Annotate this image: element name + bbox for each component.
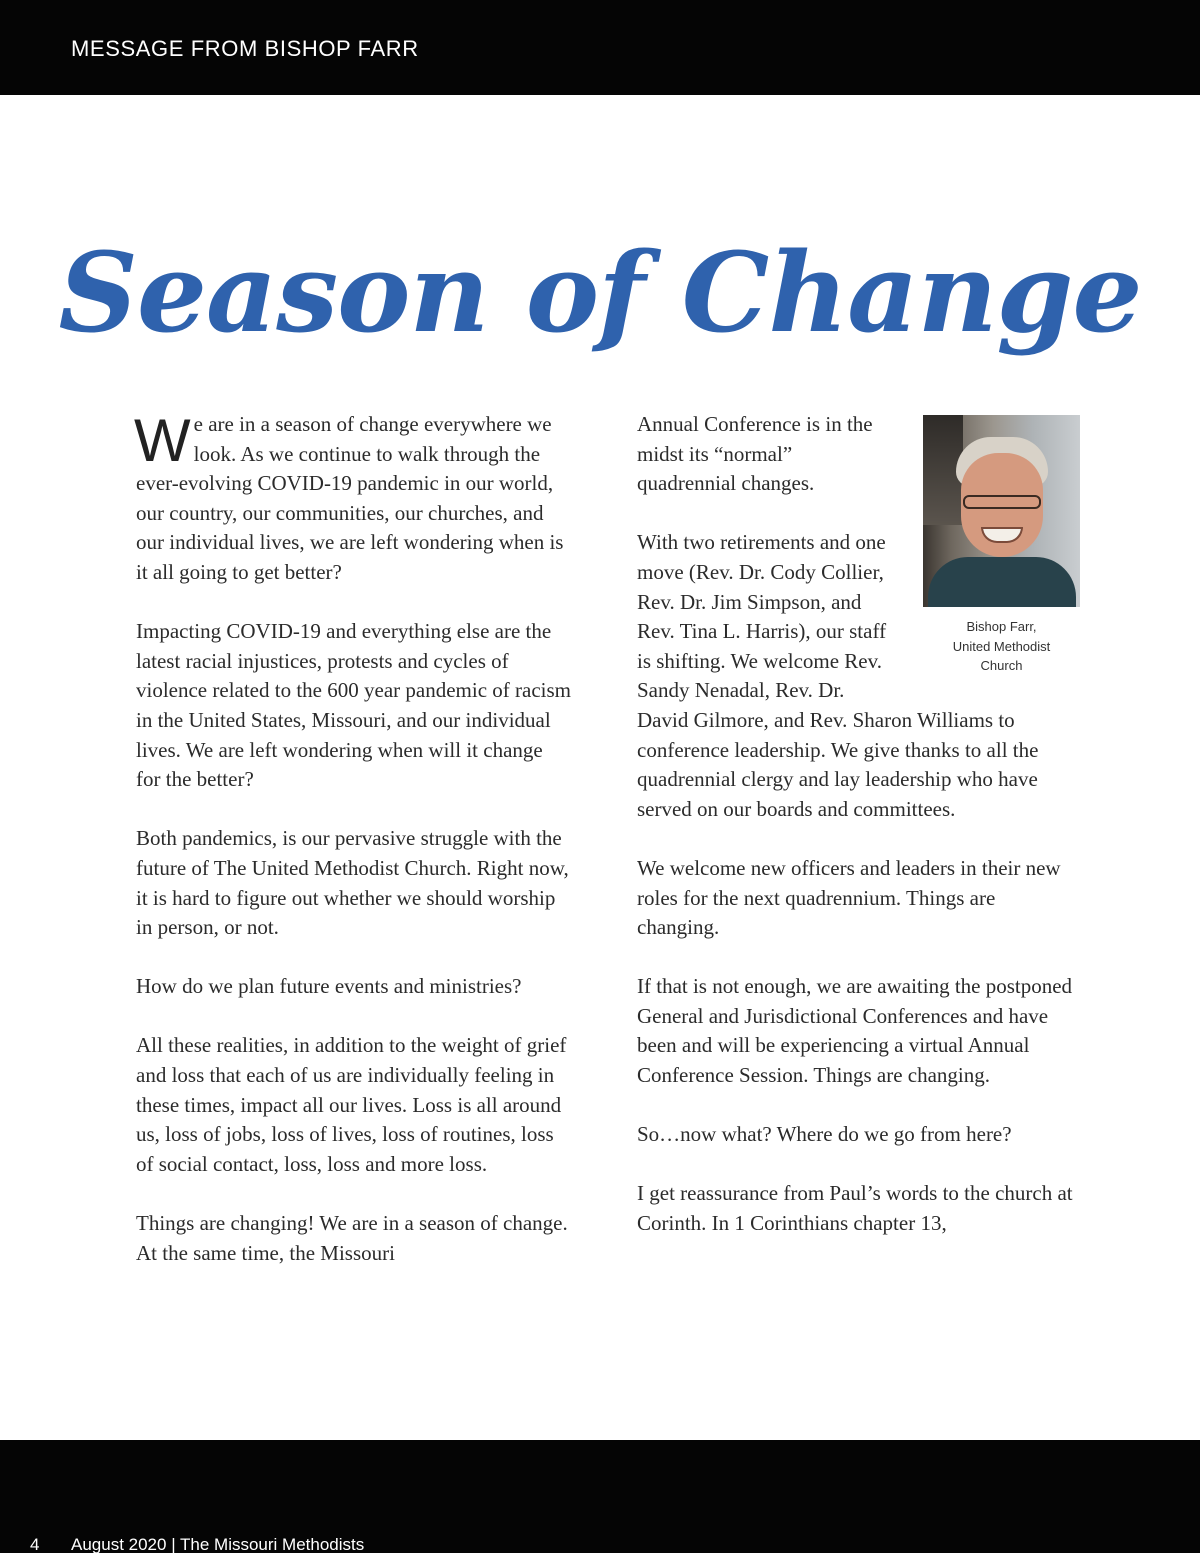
paragraph: All these realities, in addition to the weight of grief and loss that each of us are individually feeling in these times, impact all our lives. Loss is all around us, loss of jobs, loss of lives, loss of routines, loss of social contact, loss, loss and more loss. bbox=[136, 1033, 567, 1176]
paragraph: I get reassurance from Paul’s words to the church at Corinth. In 1 Corinthians chapter 13, bbox=[637, 1181, 1073, 1236]
page-number: 4 bbox=[30, 1535, 40, 1554]
paragraph: How do we plan future events and ministries? bbox=[136, 974, 522, 999]
paragraph: Annual Conference is in the midst its “normal” quadrennial changes. bbox=[637, 412, 873, 496]
author-figure bbox=[904, 415, 1080, 676]
paragraph: If that is not enough, we are awaiting the postponed General and Jurisdictional Conferences and have been and will be experiencing a virtual Annual Conference Session. Things are changing. bbox=[637, 974, 1073, 1088]
paragraph: We welcome new officers and leaders in their new roles for the next quadrennium. Things are changing. bbox=[637, 855, 1061, 940]
left-column bbox=[134, 407, 572, 1298]
paragraph: Things are changing! We are in a season of change. At the same time, the Missouri bbox=[136, 1211, 568, 1265]
photo-glasses bbox=[963, 495, 1041, 509]
bishop-photo bbox=[923, 415, 1080, 607]
header-bar bbox=[0, 0, 1200, 95]
caption-line: United Methodist bbox=[952, 638, 1051, 654]
paragraph-intro-text: e are in a season of change everywhere we look. As we continue to walk through the ever-evolving COVID-19 pandemic in our world, our country, our communities, our churches, and our individual lives, we are left wondering when is it all going to get better? bbox=[136, 412, 564, 584]
paragraph: Both pandemics, is our pervasive struggle with the future of The United Methodist Church. Right now, it is hard to figure out whether we should worship in person, or not. bbox=[136, 826, 569, 940]
caption-line: Bishop Farr, bbox=[966, 619, 1037, 634]
photo-shirt bbox=[928, 557, 1076, 607]
photo-caption bbox=[923, 617, 1080, 676]
paragraph: Impacting COVID-19 and everything else are the latest racial injustices, protests and cycles of violence related to the 600 year pandemic of racism in the United States, Missouri, and our individual lives. We are left wondering when will it change for the better? bbox=[136, 619, 571, 792]
article-title: Season of Change bbox=[58, 228, 1142, 357]
right-column bbox=[637, 410, 1075, 1268]
footer-issue: August 2020 | The Missouri Methodists bbox=[71, 1535, 365, 1554]
paragraph: So…now what? Where do we go from here? bbox=[637, 1122, 1012, 1147]
caption-line: Church bbox=[980, 658, 1023, 673]
paragraph-intro bbox=[134, 407, 572, 588]
paragraph: With two retirements and one move (Rev. Dr. Cody Collier, Rev. Dr. Jim Simpson, and Rev. Tina L. Harris), our staff is shifting. We welcome Rev. Sandy Nenadal, Rev. Dr. David Gilmore, and Rev. Sharon Williams to conference leadership. We give thanks to all the quadrennial clergy and lay leadership who have served on our boards and committees. bbox=[637, 530, 1039, 821]
section-label: MESSAGE FROM BISHOP FARR bbox=[71, 36, 419, 61]
drop-cap: W bbox=[134, 407, 191, 474]
